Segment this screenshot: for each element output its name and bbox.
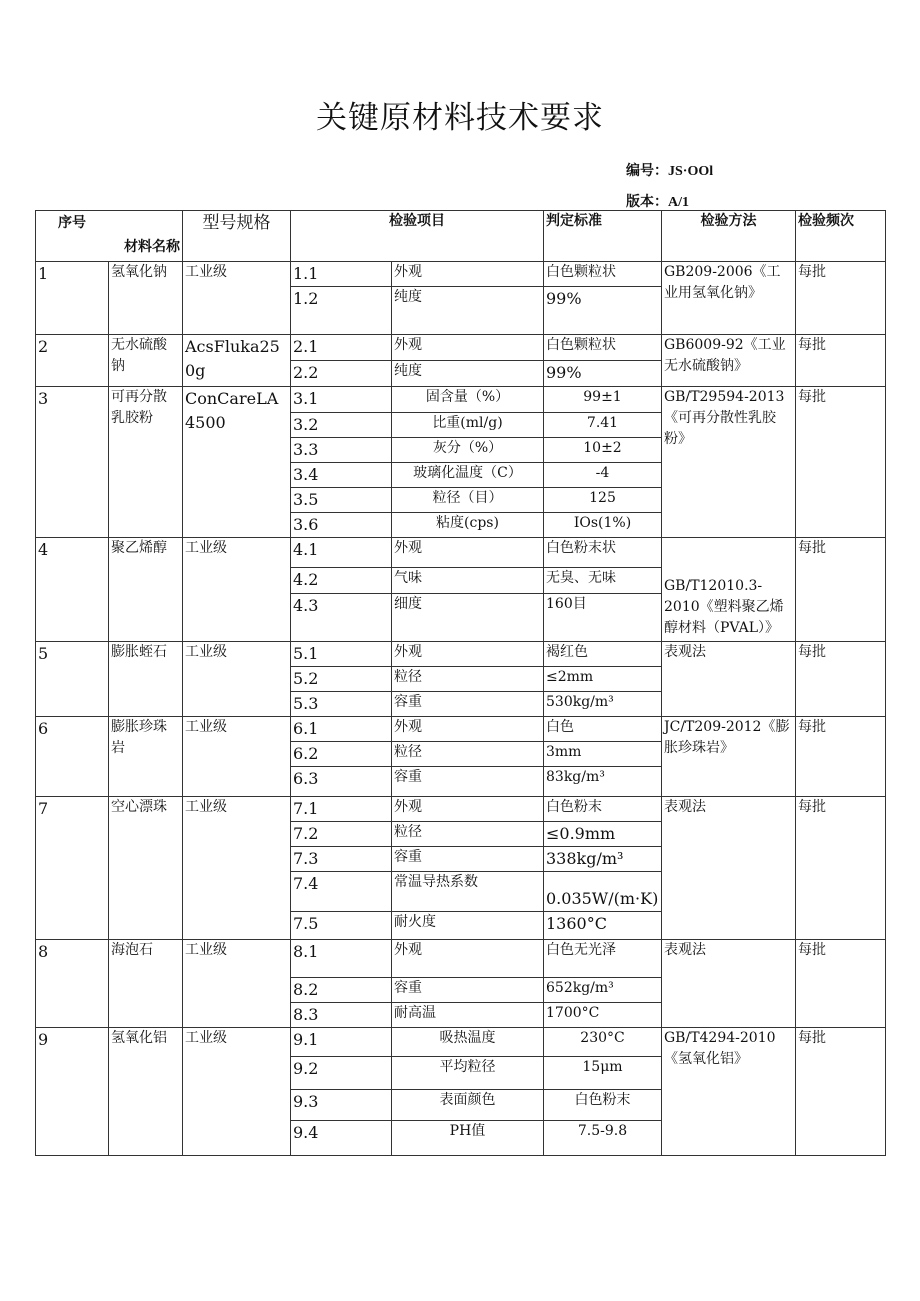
- item-name: 容重: [392, 978, 544, 1003]
- item-standard: 1360°C: [544, 912, 662, 940]
- item-name: 常温导热系数: [392, 872, 544, 912]
- material-name: 氢氧化钠: [109, 262, 183, 335]
- item-standard: 338kg/m³: [544, 847, 662, 872]
- item-no: 3.1: [291, 387, 392, 413]
- material-no: 6: [36, 717, 109, 797]
- item-no: 7.4: [291, 872, 392, 912]
- header-seq-material: [36, 211, 183, 262]
- material-name: 氢氧化铝: [109, 1028, 183, 1156]
- material-name: 可再分散乳胶粉: [109, 387, 183, 538]
- item-standard: 7.5-9.8: [544, 1121, 662, 1156]
- item-name: 细度: [392, 594, 544, 642]
- item-no: 3.2: [291, 413, 392, 438]
- material-no: 4: [36, 538, 109, 642]
- table-row: [36, 797, 886, 822]
- document-code-value: JS·OOl: [668, 164, 714, 179]
- header-method: 检验方法: [662, 211, 796, 262]
- item-standard: 白色颗粒状: [544, 262, 662, 287]
- item-name: 平均粒径: [392, 1057, 544, 1090]
- item-standard: IOs(1%): [544, 513, 662, 538]
- item-no: 9.1: [291, 1028, 392, 1057]
- item-standard: 652kg/m³: [544, 978, 662, 1003]
- material-model: 工业级: [183, 1028, 291, 1156]
- item-standard: 0.035W/(m·K): [544, 872, 662, 912]
- material-no: 5: [36, 642, 109, 717]
- material-frequency: 每批: [796, 940, 886, 1028]
- item-name: 耐火度: [392, 912, 544, 940]
- material-name: 无水硫酸钠: [109, 335, 183, 387]
- material-no: 7: [36, 797, 109, 940]
- material-frequency: 每批: [796, 797, 886, 940]
- item-name: 纯度: [392, 361, 544, 387]
- item-no: 2.1: [291, 335, 392, 361]
- item-no: 1.2: [291, 287, 392, 335]
- header-model: 型号规格: [183, 211, 291, 262]
- material-name: 海泡石: [109, 940, 183, 1028]
- material-model: AcsFluka250g: [183, 335, 291, 387]
- material-name: 膨胀珍珠岩: [109, 717, 183, 797]
- item-no: 5.1: [291, 642, 392, 667]
- item-no: 2.2: [291, 361, 392, 387]
- item-name: 外观: [392, 335, 544, 361]
- item-standard: 7.41: [544, 413, 662, 438]
- material-no: 1: [36, 262, 109, 335]
- header-frequency: 检验频次: [796, 211, 886, 262]
- item-name: 外观: [392, 538, 544, 568]
- table-row: [36, 1028, 886, 1057]
- header-standard: 判定标准: [544, 211, 662, 262]
- item-standard: 125: [544, 488, 662, 513]
- material-no: 3: [36, 387, 109, 538]
- document-version-label: 版本：: [626, 194, 668, 210]
- item-standard: 99%: [544, 287, 662, 335]
- material-frequency: 每批: [796, 717, 886, 797]
- item-standard: 白色: [544, 717, 662, 742]
- item-no: 5.3: [291, 692, 392, 717]
- item-no: 8.3: [291, 1003, 392, 1028]
- item-no: 6.2: [291, 742, 392, 767]
- header-item: 检验项目: [291, 211, 544, 262]
- item-name: 纯度: [392, 287, 544, 335]
- item-standard: 230°C: [544, 1028, 662, 1057]
- item-standard: 白色粉末: [544, 797, 662, 822]
- material-model: 工业级: [183, 717, 291, 797]
- header-seq: 序号: [58, 215, 86, 231]
- document-version: [626, 191, 689, 211]
- material-name: 空心漂珠: [109, 797, 183, 940]
- table-row: [36, 940, 886, 978]
- item-name: 外观: [392, 642, 544, 667]
- item-no: 9.3: [291, 1090, 392, 1121]
- material-name: 膨胀蛭石: [109, 642, 183, 717]
- item-name: 灰分（%）: [392, 438, 544, 463]
- item-name: 容重: [392, 767, 544, 797]
- table-row: [36, 262, 886, 287]
- item-no: 8.1: [291, 940, 392, 978]
- material-frequency: 每批: [796, 335, 886, 387]
- item-no: 7.5: [291, 912, 392, 940]
- item-standard: 白色颗粒状: [544, 335, 662, 361]
- item-standard: 白色粉末: [544, 1090, 662, 1121]
- item-standard: 白色无光泽: [544, 940, 662, 978]
- item-no: 9.4: [291, 1121, 392, 1156]
- item-name: 外观: [392, 262, 544, 287]
- item-no: 6.3: [291, 767, 392, 797]
- document-code: [626, 160, 713, 180]
- item-name: 吸热温度: [392, 1028, 544, 1057]
- spec-table: [35, 210, 886, 1156]
- item-standard: 无臭、无味: [544, 568, 662, 594]
- item-no: 3.3: [291, 438, 392, 463]
- item-standard: 1700°C: [544, 1003, 662, 1028]
- item-standard: 白色粉末状: [544, 538, 662, 568]
- material-frequency: 每批: [796, 642, 886, 717]
- material-frequency: 每批: [796, 387, 886, 538]
- item-name: 耐高温: [392, 1003, 544, 1028]
- item-standard: -4: [544, 463, 662, 488]
- item-no: 8.2: [291, 978, 392, 1003]
- header-material: 材料名称: [124, 239, 180, 255]
- material-name: 聚乙烯醇: [109, 538, 183, 642]
- material-frequency: 每批: [796, 262, 886, 335]
- material-method: GB6009-92《工业无水硫酸钠》: [662, 335, 796, 387]
- page-title: 关键原材料技术要求: [316, 100, 604, 136]
- material-model: 工业级: [183, 642, 291, 717]
- item-name: 表面颜色: [392, 1090, 544, 1121]
- item-name: 固含量（%）: [392, 387, 544, 413]
- item-no: 5.2: [291, 667, 392, 692]
- material-frequency: 每批: [796, 538, 886, 642]
- material-method: GB/T4294-2010《氢氧化铝》: [662, 1028, 796, 1156]
- material-method: JC/T209-2012《膨胀珍珠岩》: [662, 717, 796, 797]
- item-no: 7.2: [291, 822, 392, 847]
- item-name: PH值: [392, 1121, 544, 1156]
- item-no: 4.2: [291, 568, 392, 594]
- material-model: ConCareLA4500: [183, 387, 291, 538]
- material-no: 9: [36, 1028, 109, 1156]
- item-name: 气味: [392, 568, 544, 594]
- item-standard: 10±2: [544, 438, 662, 463]
- material-method: 表观法: [662, 940, 796, 1028]
- item-name: 粒径: [392, 822, 544, 847]
- spec-table-body: [36, 262, 886, 1156]
- item-name: 容重: [392, 692, 544, 717]
- item-no: 4.1: [291, 538, 392, 568]
- item-no: 4.3: [291, 594, 392, 642]
- material-model: 工业级: [183, 538, 291, 642]
- material-model: 工业级: [183, 262, 291, 335]
- document-code-label: 编号：: [626, 163, 668, 179]
- material-frequency: 每批: [796, 1028, 886, 1156]
- item-name: 玻璃化温度（C）: [392, 463, 544, 488]
- table-row: [36, 387, 886, 413]
- material-method: GB209-2006《工业用氢氧化钠》: [662, 262, 796, 335]
- item-name: 比重(ml/g): [392, 413, 544, 438]
- item-standard: 99±1: [544, 387, 662, 413]
- document-version-value: A/1: [668, 195, 689, 210]
- item-no: 3.5: [291, 488, 392, 513]
- item-name: 容重: [392, 847, 544, 872]
- item-name: 粒径（目）: [392, 488, 544, 513]
- material-method: GB/T12010.3-2010《塑料聚乙烯醇材料（PVAL）》: [662, 538, 796, 642]
- item-standard: ≤2mm: [544, 667, 662, 692]
- material-model: 工业级: [183, 940, 291, 1028]
- item-name: 外观: [392, 717, 544, 742]
- table-row: [36, 335, 886, 361]
- material-model: 工业级: [183, 797, 291, 940]
- item-no: 9.2: [291, 1057, 392, 1090]
- item-name: 粒径: [392, 742, 544, 767]
- item-standard: 99%: [544, 361, 662, 387]
- item-name: 粒径: [392, 667, 544, 692]
- item-standard: 3mm: [544, 742, 662, 767]
- item-standard: ≤0.9mm: [544, 822, 662, 847]
- item-name: 外观: [392, 940, 544, 978]
- item-standard: 530kg/m³: [544, 692, 662, 717]
- item-standard: 160目: [544, 594, 662, 642]
- material-method: 表观法: [662, 797, 796, 940]
- material-no: 2: [36, 335, 109, 387]
- item-name: 外观: [392, 797, 544, 822]
- material-no: 8: [36, 940, 109, 1028]
- item-standard: 褐红色: [544, 642, 662, 667]
- material-method: GB/T29594-2013《可再分散性乳胶粉》: [662, 387, 796, 538]
- item-no: 6.1: [291, 717, 392, 742]
- material-method: 表观法: [662, 642, 796, 717]
- header-row: [36, 211, 886, 262]
- item-no: 3.6: [291, 513, 392, 538]
- item-standard: 15μm: [544, 1057, 662, 1090]
- item-name: 粘度(cps): [392, 513, 544, 538]
- item-no: 1.1: [291, 262, 392, 287]
- table-row: [36, 642, 886, 667]
- table-row: [36, 538, 886, 568]
- item-no: 7.1: [291, 797, 392, 822]
- table-row: [36, 717, 886, 742]
- item-no: 3.4: [291, 463, 392, 488]
- item-standard: 83kg/m³: [544, 767, 662, 797]
- item-no: 7.3: [291, 847, 392, 872]
